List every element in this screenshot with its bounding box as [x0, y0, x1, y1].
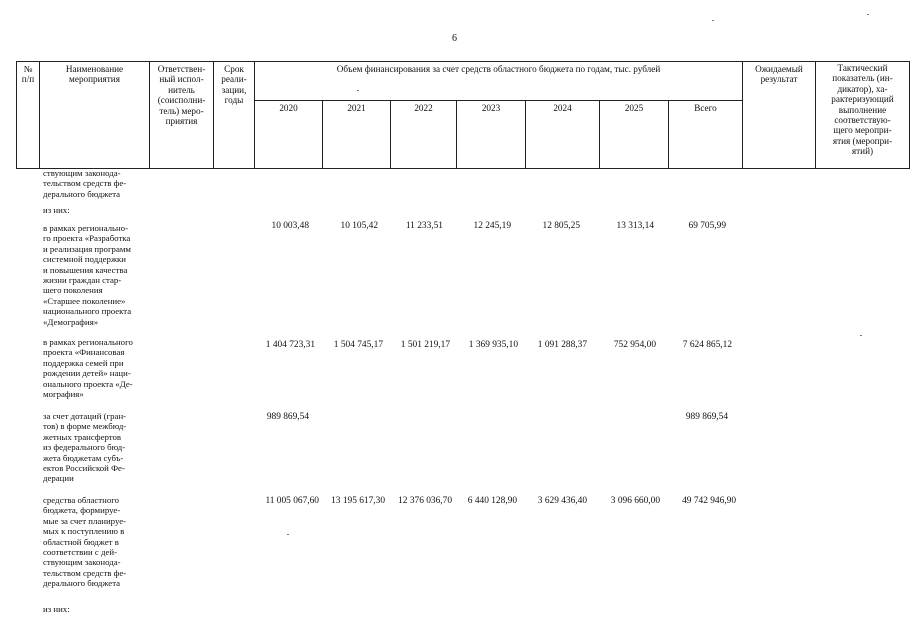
row-text: из них:: [43, 205, 70, 215]
scan-speck: [287, 534, 289, 535]
value-2025: 752 954,00: [613, 340, 656, 350]
value-total: 7 624 865,12: [682, 340, 732, 350]
value-2020: 989 869,54: [266, 412, 309, 422]
header-total: Всего: [694, 103, 717, 113]
value-total: 69 705,99: [688, 221, 726, 231]
value-2020: 11 005 067,60: [265, 496, 319, 506]
value-2022: 11 233,51: [405, 221, 443, 231]
header-term: Срок реали- зации, годы: [221, 64, 247, 106]
scan-speck: [867, 14, 869, 15]
header-year-2021: 2021: [347, 103, 366, 113]
value-2023: 6 440 128,90: [467, 496, 517, 506]
table-border-bottom: [16, 168, 910, 169]
value-2020: 10 003,48: [271, 221, 309, 231]
page-number: 6: [452, 33, 457, 44]
value-2025: 13 313,14: [616, 221, 654, 231]
value-2020: 1 404 723,31: [265, 340, 315, 350]
header-year-2024: 2024: [553, 103, 572, 113]
value-2025: 3 096 660,00: [610, 496, 660, 506]
header-year-2023: 2023: [481, 103, 501, 113]
value-total: 989 869,54: [685, 412, 728, 422]
value-2024: 12 805,25: [542, 221, 580, 231]
header-year-2020: 2020: [279, 103, 298, 113]
scan-speck: [712, 20, 714, 21]
row-text: средства областного бюджета, формируе- мые за счет планируе- мых к поступлению в областной бюджет в соответствии с дей- ствующим законода- тельством средств фе- дерального бюджета: [43, 495, 127, 589]
value-2023: 1 369 935,10: [468, 340, 518, 350]
value-2024: 3 629 436,40: [537, 496, 587, 506]
value-2021: 1 504 745,17: [333, 340, 383, 350]
vline-right: [909, 61, 910, 169]
scan-speck: [357, 90, 359, 91]
row-text: ствующим законода- тельством средств фе- дерального бюджета: [43, 168, 127, 199]
value-2022: 12 376 036,70: [398, 496, 452, 506]
row-text: из них:: [43, 604, 70, 614]
header-funding: Объем финансирования за счет средств областного бюджета по годам, тыс. рублей: [336, 64, 661, 74]
scan-speck: [860, 335, 862, 336]
header-result: Ожидаемый результат: [755, 64, 803, 85]
header-num: № п/п: [21, 64, 35, 85]
value-2021: 13 195 617,30: [331, 496, 385, 506]
vline-term: [254, 61, 255, 169]
header-indicator: Тактический показатель (ин- дикатор), ха- рактеризующий выполнение соответствую- щего меропри- ятия (меропри- ятий): [831, 63, 894, 157]
row-text: за счет дотаций (гран- тов) в форме межбюд- жетных трансфертов из федерального бюд- жета бюджетам субъ- ектов Российской Фе- дерации: [43, 411, 127, 484]
value-2022: 1 501 219,17: [400, 340, 450, 350]
header-year-2025: 2025: [624, 103, 644, 113]
row-text: в рамках регионально- го проекта «Разработка и реализация программ системной поддержки и повышения качества жизни граждан стар- шего поколения «Старшее поколение» национального проекта «Демография»: [43, 223, 132, 327]
header-responsible: Ответствен- ный испол- нитель (соисполни- тель) меро- приятия: [157, 64, 206, 127]
header-year-2022: 2022: [414, 103, 433, 113]
value-2024: 1 091 288,37: [537, 340, 587, 350]
value-total: 49 742 946,90: [682, 496, 736, 506]
row-text: в рамках регионального проекта «Финансовая поддержка семей при рождении детей» наци- онального проекта «Де- мография»: [43, 337, 133, 400]
value-2021: 10 105,42: [340, 221, 378, 231]
table-border-top: [16, 61, 910, 62]
header-name: Наименование мероприятия: [65, 64, 124, 85]
value-2023: 12 245,19: [473, 221, 511, 231]
